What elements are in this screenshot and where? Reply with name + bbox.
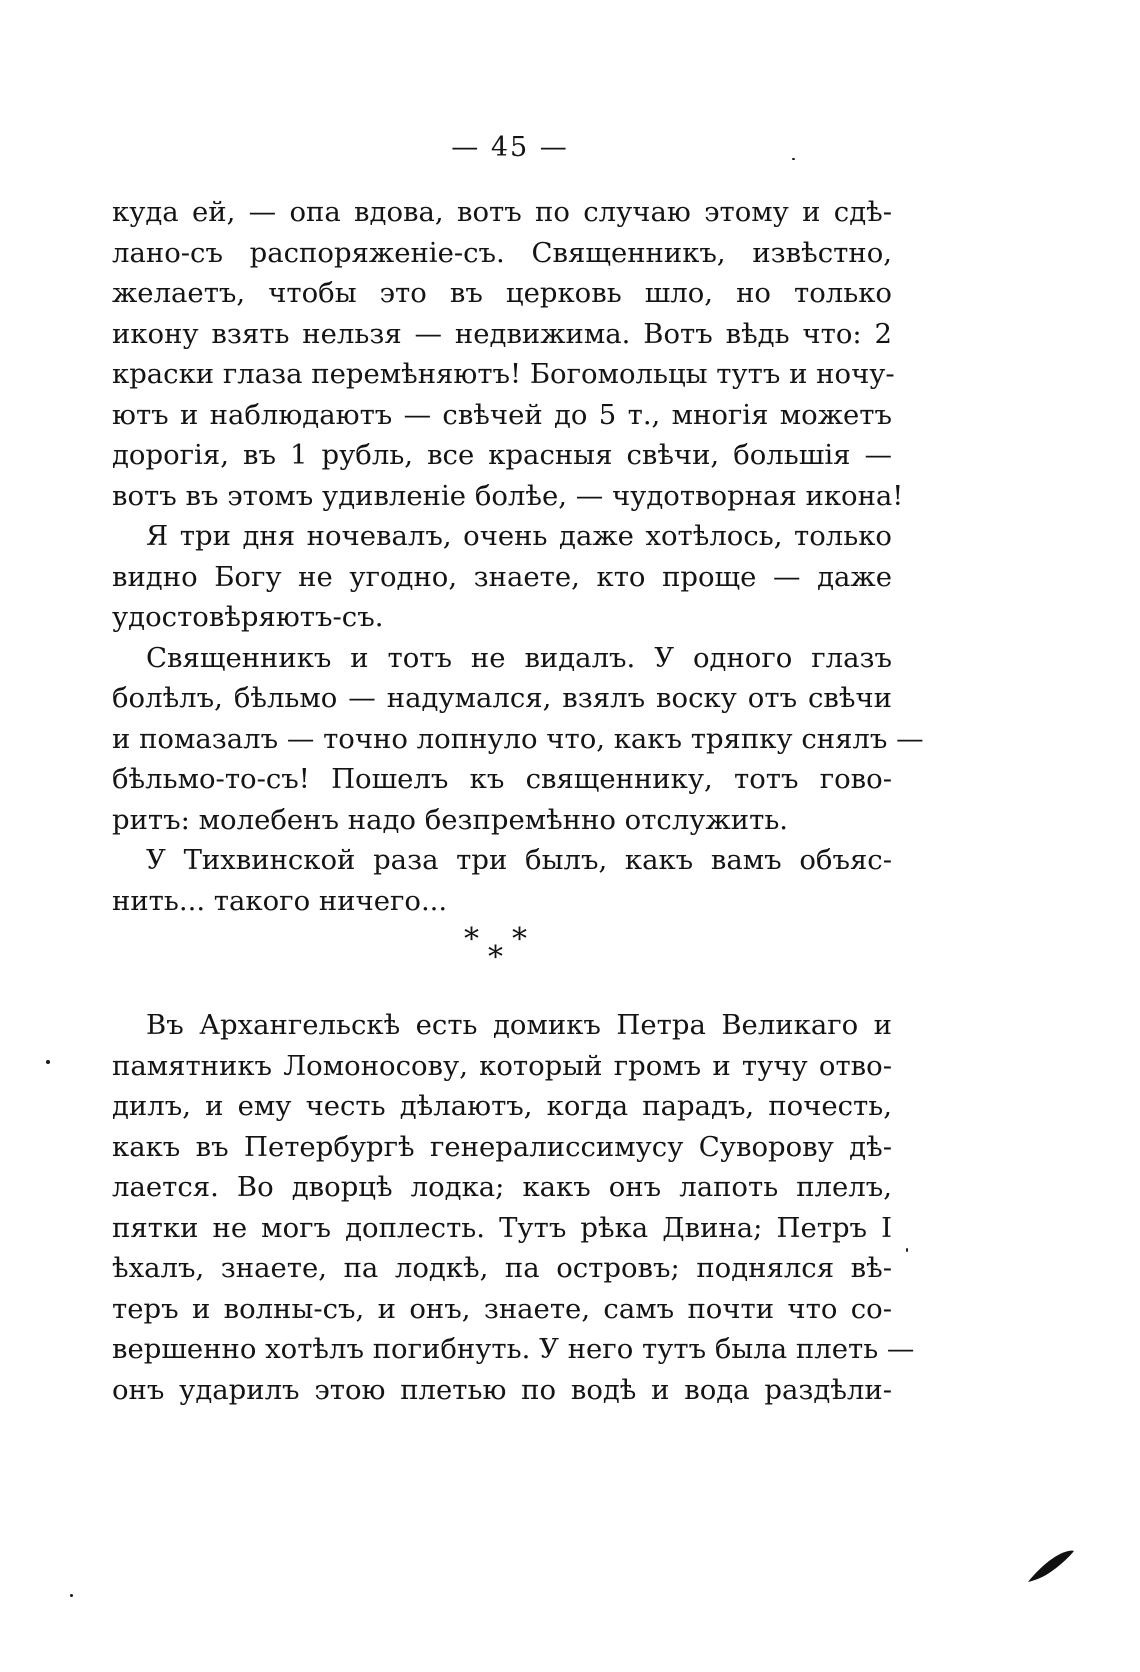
text-line: бѣльмо-то-съ! Пошелъ къ священнику, тотъ гово- xyxy=(112,763,892,795)
text-line: нить... такого ничего... xyxy=(112,884,448,917)
asterisk-left: * xyxy=(464,922,479,957)
paragraph-5 xyxy=(112,1005,915,1410)
asterisk-right: * xyxy=(512,922,527,957)
text-line: вотъ въ этомъ удивленіе болѣе, — чудотворная икона! xyxy=(112,479,904,512)
text-line: вершенно хотѣлъ погибнуть. У него тутъ была плеть — xyxy=(112,1333,915,1365)
text-line: какъ въ Петербургѣ генералиссимусу Суворову дѣ- xyxy=(112,1130,892,1163)
text-line: Въ Архангельскѣ есть домикъ Петра Великаго и xyxy=(146,1009,892,1041)
text-line: болѣлъ, бѣльмо — надумался, взялъ воску отъ свѣчи xyxy=(112,682,892,714)
paragraph-2 xyxy=(112,516,892,638)
scan-speck xyxy=(906,1248,908,1252)
text-line: У Тихвинской раза три былъ, какъ вамъ объяс- xyxy=(146,844,892,876)
text-line: видно Богу не угодно, знаете, кто проще — даже xyxy=(112,560,892,593)
paragraph-1 xyxy=(112,192,904,516)
text-line: желаетъ, чтобы это въ церковь шло, но только xyxy=(112,277,892,309)
text-line: Священникъ и тотъ не видалъ. У одного глазъ xyxy=(146,641,892,674)
text-line: теръ и волны-съ, и онъ, знаете, самъ почти что со- xyxy=(112,1292,892,1325)
text-line: онъ ударилъ этою плетью по водѣ и вода раздѣли- xyxy=(112,1373,892,1406)
text-line: Я три дня ночевалъ, очень даже хотѣлось, только xyxy=(146,520,892,552)
paragraph-3 xyxy=(112,638,924,841)
text-line: куда ей, — опа вдова, вотъ по случаю этому и сдѣ- xyxy=(112,196,892,228)
text-column xyxy=(112,192,924,1410)
scan-speck xyxy=(792,158,795,160)
scan-speck xyxy=(70,1594,73,1597)
text-line: лано-съ распоряженіе-съ. Священникъ, извѣстно, xyxy=(112,236,892,269)
text-line: дорогія, въ 1 рубль, все красныя свѣчи, большія — xyxy=(112,439,892,471)
text-line: ритъ: молебенъ надо безпремѣнно отслужить. xyxy=(112,803,789,836)
text-line: памятникъ Ломоносову, который громъ и тучу отво- xyxy=(112,1049,892,1082)
text-line: краски глаза перемѣняютъ! Богомольцы тутъ и ночу- xyxy=(112,358,895,390)
scan-speck xyxy=(46,1060,50,1064)
text-line: пятки не могъ доплесть. Тутъ рѣка Двина; Петръ I xyxy=(112,1211,892,1244)
ink-blot-icon xyxy=(1026,1548,1076,1584)
text-line: дилъ, и ему честь дѣлаютъ, когда парадъ, почесть, xyxy=(112,1090,892,1122)
text-line: икону взять нельзя — недвижима. Вотъ вѣдь что: 2 xyxy=(112,317,892,350)
text-line: и помазалъ — точно лопнуло что, какъ тряпку снялъ — xyxy=(112,722,924,755)
asterisk-bottom: * xyxy=(488,940,503,975)
text-line: лается. Во дворцѣ лодка; какъ онъ лапоть плелъ, xyxy=(112,1171,892,1203)
paragraph-4 xyxy=(112,840,892,921)
page-number: — 45 — xyxy=(451,132,569,163)
text-line: ѣхалъ, знаете, па лодкѣ, па островъ; поднялся вѣ- xyxy=(112,1252,892,1284)
text-line: удостовѣряютъ-съ. xyxy=(112,601,384,633)
text-line: ютъ и наблюдаютъ — свѣчей до 5 т., многія можетъ xyxy=(112,398,892,431)
section-divider xyxy=(112,921,892,1005)
